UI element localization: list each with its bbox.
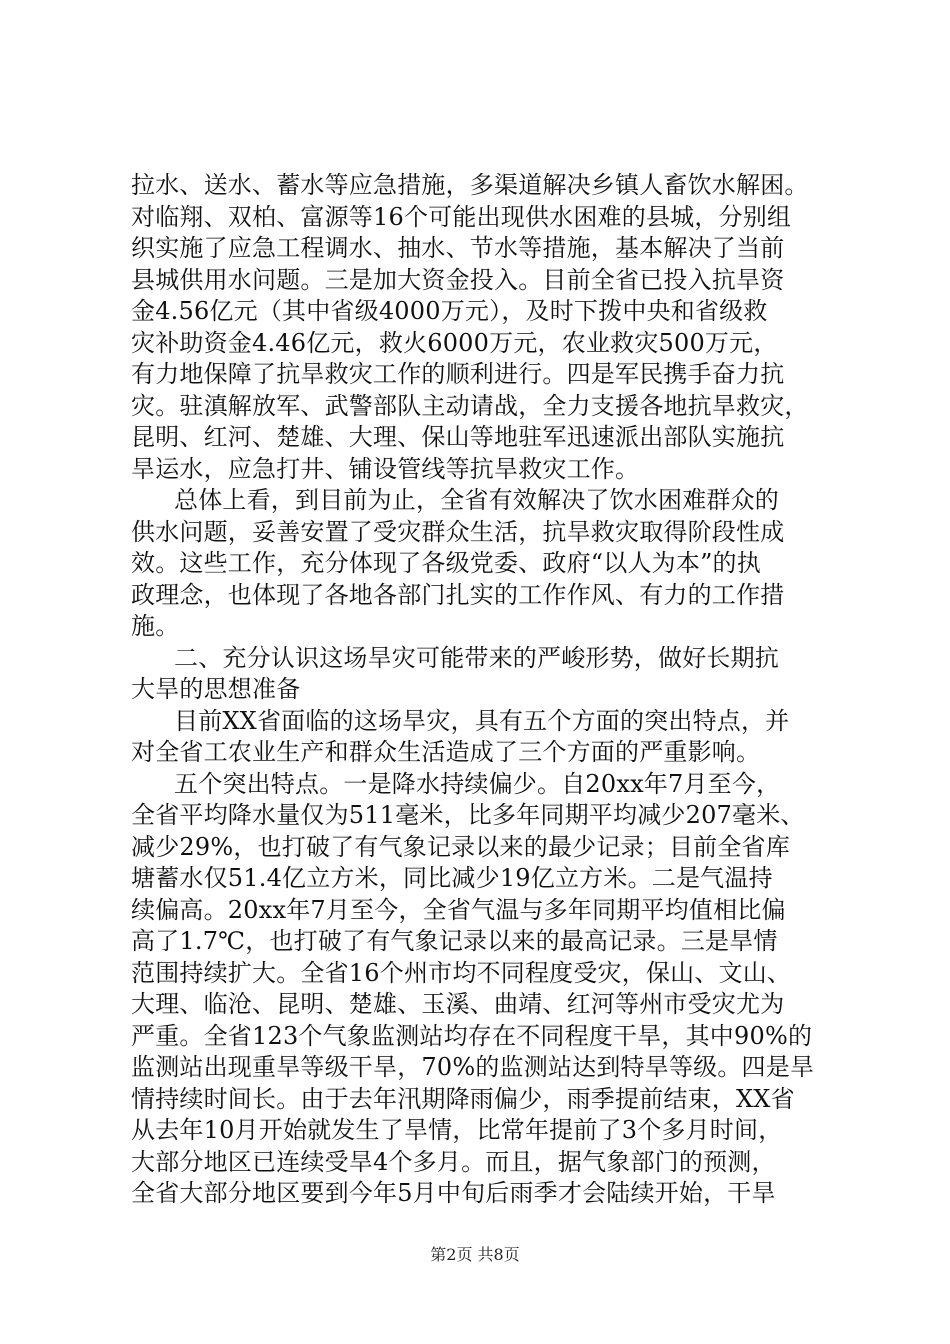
text-line: 大旱的思想准备 (131, 675, 301, 703)
text-line: 五个突出特点。一是降水持续偏少。自20xx年7月至今， (174, 769, 781, 798)
text-line: 减少29%，也打破了有气象记录以来的最少记录；目前全省库 (131, 832, 790, 861)
text-line: 对全省工农业生产和群众生活造成了三个方面的严重影响。 (131, 738, 761, 766)
text-line: 全省大部分地区要到今年5月中旬后雨季才会陆续开始，干旱 (131, 1179, 776, 1207)
page-footer: 第2页 共8页 (430, 1245, 520, 1264)
text-line: 从去年10月开始就发生了旱情，比常年提前了3个多月时间， (131, 1116, 783, 1144)
text-line: 效。这些工作，充分体现了各级党委、政府“以人为本”的执 (131, 549, 761, 577)
text-line: 有力地保障了抗旱救灾工作的顺利进行。四是军民携手奋力抗 (131, 360, 785, 388)
text-line: 拉水、送水、蓄水等应急措施，多渠道解决乡镇人畜饮水解困。 (131, 171, 809, 199)
text-line: 严重。全省123个气象监测站均存在不同程度干旱，其中90%的 (131, 1021, 813, 1050)
text-line: 织实施了应急工程调水、抽水、节水等措施，基本解决了当前 (131, 234, 785, 262)
text-line: 目前XX省面临的这场旱灾，具有五个方面的突出特点，并 (174, 706, 790, 735)
text-line: 昆明、红河、楚雄、大理、保山等地驻军迅速派出部队实施抗 (131, 423, 785, 451)
text-line: 监测站出现重旱等级干旱，70%的监测站达到特旱等级。四是旱 (131, 1053, 815, 1081)
text-line: 续偏高。20xx年7月至今，全省气温与多年同期平均值相比偏 (131, 895, 786, 924)
text-line: 政理念，也体现了各地各部门扎实的工作作风、有力的工作措 (131, 580, 785, 609)
text-line: 总体上看，到目前为止，全省有效解决了饮水困难群众的 (174, 486, 779, 514)
text-line: 灾。驻滇解放军、武警部队主动请战，全力支援各地抗旱救灾， (131, 391, 809, 420)
text-line: 塘蓄水仅51.4亿立方米，同比减少19亿立方米。二是气温持 (131, 864, 773, 892)
text-line: 旱运水，应急打井、铺设管线等抗旱救灾工作。 (131, 454, 640, 483)
text-line: 施。 (131, 612, 180, 640)
text-line: 县城供用水问题。三是加大资金投入。目前全省已投入抗旱资 (131, 265, 785, 294)
text-line: 情持续时间长。由于去年汛期降雨偏少，雨季提前结束，XX省 (131, 1084, 795, 1113)
text-line: 范围持续扩大。全省16个州市均不同程度受灾，保山、文山、 (131, 958, 792, 987)
text-line: 对临翔、双柏、富源等16个可能出现供水困难的县城，分别组 (131, 202, 792, 231)
document-body (131, 170, 827, 1210)
text-line: 大理、临沧、昆明、楚雄、玉溪、曲靖、红河等州市受灾尤为 (131, 990, 785, 1018)
text-line: 高了1.7℃，也打破了有气象记录以来的最高记录。三是旱情 (131, 927, 778, 955)
text-line: 二、充分认识这场旱灾可能带来的严峻形势，做好长期抗 (174, 643, 779, 672)
text-line: 供水问题，妥善安置了受灾群众生活，抗旱救灾取得阶段性成 (131, 517, 785, 546)
text-line: 灾补助资金4.46亿元，救火6000万元，农业救灾500万元， (131, 328, 778, 357)
text-line: 全省平均降水量仅为511毫米，比多年同期平均减少207毫米、 (131, 801, 805, 829)
text-line: 大部分地区已连续受旱4个多月。而且，据气象部门的预测， (131, 1147, 776, 1176)
text-line: 金4.56亿元（其中省级4000万元），及时下拨中央和省级救 (131, 297, 768, 325)
